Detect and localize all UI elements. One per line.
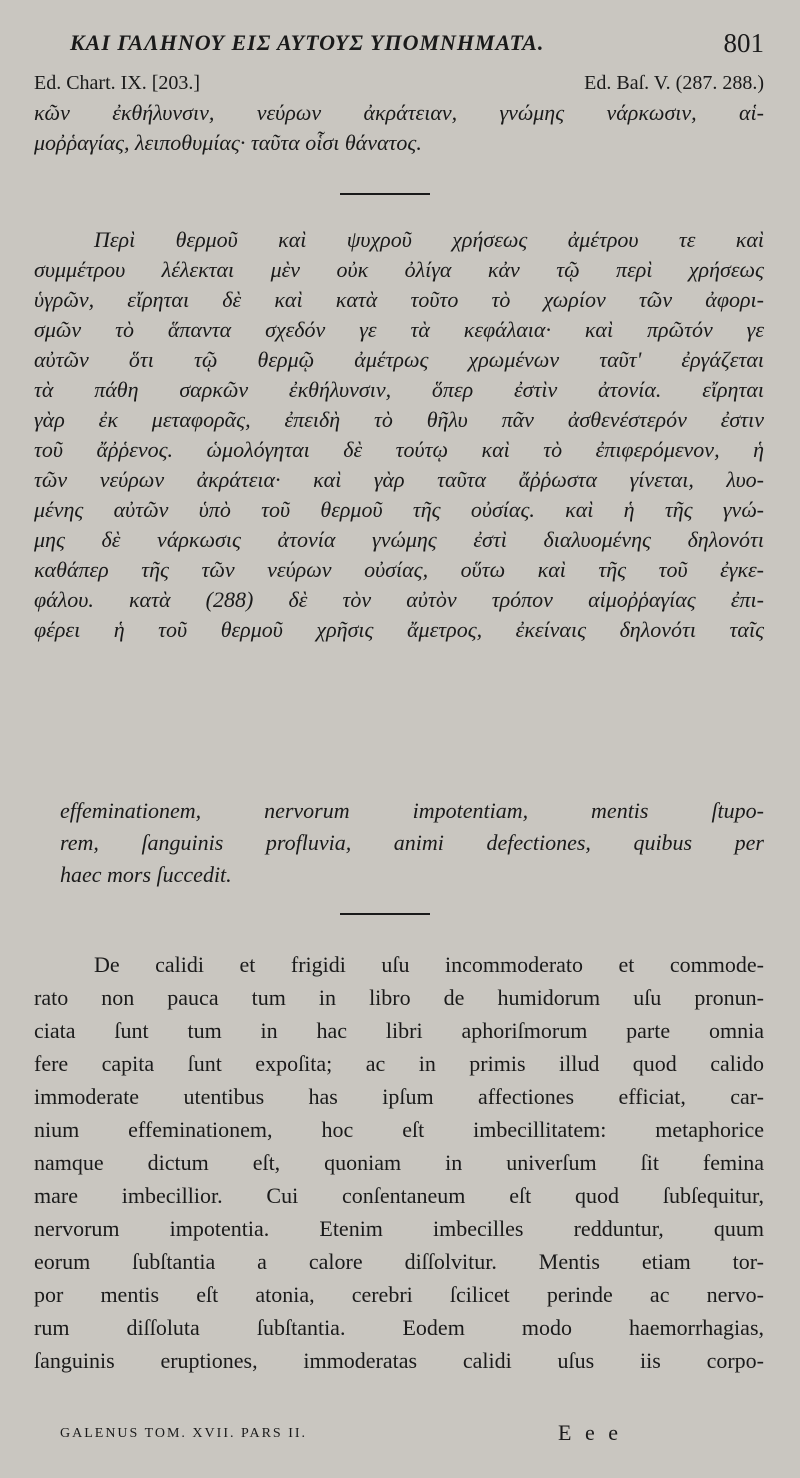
text-line: μοῤῥαγίας, λειποθυμίας· ταῦτα οἷσι θάνατος.: [34, 130, 422, 155]
text-line: rum diſſoluta ſubſtantia. Eodem modo haemorrhagias,: [34, 1315, 764, 1340]
text-line: effeminationem, nervorum impotentiam, mentis ſtupo-: [60, 798, 764, 823]
text-line: αὐτῶν ὅτι τῷ θερμῷ ἀμέτρως χρωμένων ταῦτ' ἐργάζεται: [34, 347, 764, 372]
text-line: fere capita ſunt expoſita; ac in primis illud quod calido: [34, 1051, 764, 1076]
text-line: namque dictum eſt, quoniam in univerſum ſit femina: [34, 1150, 764, 1175]
text-line: ciata ſunt tum in hac libri aphoriſmorum parte omnia: [34, 1018, 764, 1043]
text-line: καθάπερ τῆς τῶν νεύρων οὐσίας, οὕτω καὶ τῆς τοῦ ἐγκε-: [34, 557, 764, 582]
edition-chart-ref: Ed. Chart. IX. [203.]: [34, 72, 201, 94]
text-line: τοῦ ἄῤῥενος. ὡμολόγηται δὲ τούτῳ καὶ τὸ ἐπιφερόμενον, ἡ: [34, 437, 764, 462]
latin-aphorism-text: [60, 795, 764, 891]
text-line: τὰ πάθη σαρκῶν ἐκθήλυνσιν, ὅπερ ἐστὶν ἀτονία. εἴρηται: [34, 377, 764, 402]
text-line: τῶν νεύρων ἀκράτεια· καὶ γὰρ ταῦτα ἄῤῥωστα γίνεται, λυο-: [34, 467, 764, 492]
text-line: φέρει ἡ τοῦ θερμοῦ χρῆσις ἄμετρος, ἐκείναις δηλονότι ταῖς: [34, 617, 764, 642]
text-line: rato non pauca tum in libro de humidorum uſu pronun-: [34, 985, 764, 1010]
greek-commentary-text: [34, 225, 764, 645]
text-line: φάλου. κατὰ (288) δὲ τὸν αὐτὸν τρόπον αἱμοῤῥαγίας ἐπι-: [34, 587, 764, 612]
text-line: mare imbecillior. Cui conſentaneum eſt quod ſubſequitur,: [34, 1183, 764, 1208]
text-line: μης δὲ νάρκωσις ἀτονία γνώμης ἐστὶ διαλυομένης δηλονότι: [34, 527, 764, 552]
text-line: haec mors ſuccedit.: [60, 862, 232, 887]
greek-aphorism-text: [34, 98, 764, 158]
text-line: κῶν ἐκθήλυνσιν, νεύρων ἀκράτειαν, γνώμης νάρκωσιν, αἱ-: [34, 100, 764, 125]
text-line: por mentis eſt atonia, cerebri ſcilicet perinde ac nervo-: [34, 1282, 764, 1307]
latin-commentary-text: [34, 948, 764, 1377]
text-line: rem, ſanguinis profluvia, animi defectiones, quibus per: [60, 830, 764, 855]
section-divider: [340, 913, 430, 915]
text-line: nervorum impotentia. Etenim imbecilles redduntur, quum: [34, 1216, 764, 1241]
text-line: γὰρ ἐκ μεταφορᾶς, ἐπειδὴ τὸ θῆλυ πᾶν ἀσθενέστερόν ἐστιν: [34, 407, 764, 432]
printer-signature-line: GALENUS TOM. XVII. PARS II.: [60, 1426, 308, 1441]
text-line: Περὶ θερμοῦ καὶ ψυχροῦ χρήσεως ἀμέτρου τε καὶ: [94, 227, 764, 252]
text-line: σμῶν τὸ ἅπαντα σχεδόν γε τὰ κεφάλαια· καὶ πρῶτόν γε: [34, 317, 764, 342]
text-line: συμμέτρου λέλεκται μὲν οὐκ ὀλίγα κἀν τῷ περὶ χρήσεως: [34, 257, 764, 282]
text-line: eorum ſubſtantia a calore diſſolvitur. Mentis etiam tor-: [34, 1249, 764, 1274]
edition-basel-ref: Ed. Baſ. V. (287. 288.): [584, 72, 764, 94]
section-divider: [340, 193, 430, 195]
text-line: immoderate utentibus has ipſum affectiones efficiat, car-: [34, 1084, 764, 1109]
text-line: De calidi et frigidi uſu incommoderato et commode-: [94, 952, 764, 977]
running-title: ΚΑΙ ΓΑΛΗΝΟΥ ΕΙΣ ΑΥΤΟΥΣ ΥΠΟΜΝΗΜΑΤΑ.: [70, 30, 545, 55]
text-line: ſanguinis eruptiones, immoderatas calidi uſus iis corpo-: [34, 1348, 764, 1373]
text-line: ὑγρῶν, εἴρηται δὲ καὶ κατὰ τοῦτο τὸ χωρίον τῶν ἀφορι-: [34, 287, 764, 312]
text-line: μένης αὐτῶν ὑπὸ τοῦ θερμοῦ τῆς οὐσίας. καὶ ἡ τῆς γνώ-: [34, 497, 764, 522]
page-number: 801: [723, 28, 764, 58]
signature-mark: E e e: [558, 1420, 622, 1445]
edition-reference-line: [34, 72, 764, 95]
text-line: nium effeminationem, hoc eſt imbecillitatem: metaphorice: [34, 1117, 764, 1142]
